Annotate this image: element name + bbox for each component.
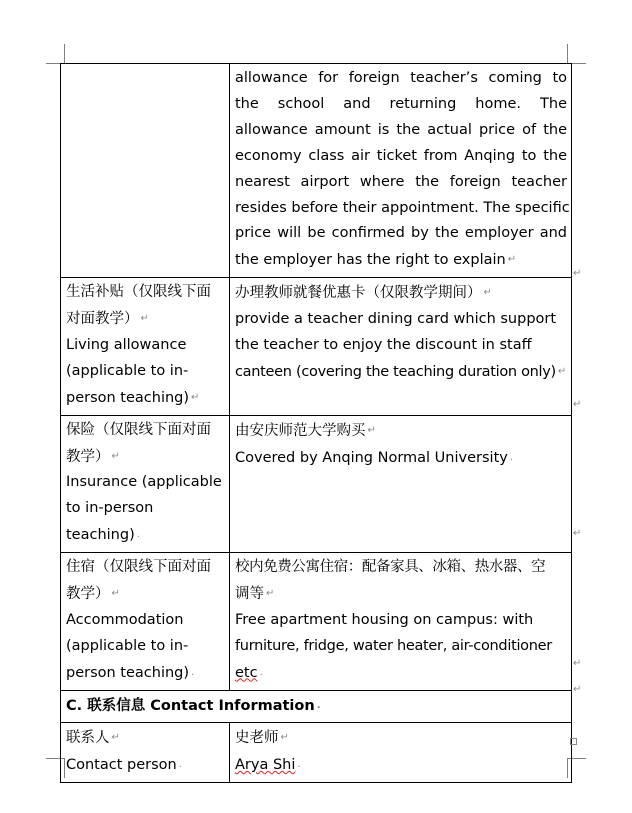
paragraph-mark-icon: ↵ — [367, 424, 376, 436]
cell-line-text: 联系人 — [66, 730, 110, 747]
document-table — [60, 63, 572, 783]
table-row — [61, 64, 572, 278]
cell-line: Free apartment housing on campus: with — [235, 611, 534, 628]
cell-line — [66, 522, 225, 549]
cell-line: price will be confirmed by the employer and — [235, 225, 567, 242]
table-row — [61, 553, 572, 690]
cell-line — [235, 752, 567, 779]
paragraph-mark-icon: ↵ — [507, 254, 517, 266]
paragraph-mark-icon: ↵ — [140, 313, 149, 325]
cell-line: Living allowance — [66, 336, 187, 353]
cell-line: 生活补贴（仅限线下面 — [66, 284, 211, 301]
paragraph-mark-icon: . — [297, 759, 301, 771]
end-of-row-mark-icon: ↵ — [573, 268, 582, 279]
contact-value-cell — [230, 723, 572, 783]
table-row — [61, 278, 572, 415]
paragraph-mark-icon: . — [191, 666, 195, 678]
paragraph-mark-icon: . — [178, 759, 182, 771]
cell-line-text: 由安庆师范大学购买 — [235, 422, 366, 439]
cell-line-text: the employer has the right to explain — [235, 252, 506, 269]
cell-line-text: 办理教师就餐优惠卡（仅限教学期间） — [235, 285, 482, 302]
cell-line-text: person teaching) — [66, 664, 190, 681]
insurance-label-cell — [61, 415, 230, 552]
cell-line: 校内免费公寓住宿：配备家具、冰箱、热水器、空 — [235, 559, 546, 576]
cell-line: resides before their appointment. The specific — [235, 199, 570, 216]
cell-line: allowance for foreign teacher’s coming to — [235, 70, 567, 86]
cell-line — [66, 752, 225, 779]
table-row — [61, 690, 572, 723]
paragraph-mark-icon: ↵ — [266, 587, 275, 599]
cell-line — [235, 418, 567, 445]
living-allowance-value-cell — [230, 278, 572, 415]
cell-line-text: person teaching) — [66, 389, 190, 406]
paragraph-mark-icon: ↵ — [191, 391, 200, 403]
cell-line — [235, 247, 567, 274]
end-of-row-mark-icon: ↵ — [573, 684, 582, 695]
cell-line: the school and returning home. The — [235, 95, 567, 112]
cell-line: 保险（仅限线下面对面 — [66, 421, 211, 438]
table-row — [61, 723, 572, 783]
cell-line — [235, 445, 567, 472]
cell-line: the teacher to enjoy the discount in staff — [235, 336, 532, 353]
cell-line — [66, 385, 225, 412]
cell-line-text: 教学） — [66, 585, 110, 602]
paragraph-mark-icon: . — [509, 451, 514, 463]
accommodation-label-cell — [61, 553, 230, 690]
end-of-row-mark-icon: ↵ — [573, 399, 582, 410]
accommodation-value-cell — [230, 553, 572, 690]
cell-line — [66, 306, 225, 333]
living-allowance-label-cell — [61, 278, 230, 415]
cell-line-text: Contact person — [66, 757, 177, 774]
cell-line-text: 教学） — [66, 448, 110, 465]
cell-line-text: 对面教学） — [66, 311, 139, 328]
cell-line: economy class air ticket from Anqing to the — [235, 147, 567, 164]
end-of-row-mark-icon: ↵ — [573, 528, 582, 539]
cell-line — [235, 725, 567, 752]
cell-line: allowance amount is the actual price of the — [235, 121, 567, 138]
cell-line — [235, 359, 567, 386]
cell-line — [66, 444, 225, 471]
paragraph-mark-icon: ↵ — [483, 287, 492, 299]
paragraph-mark-icon: ↵ — [111, 732, 120, 744]
cell-line-text: canteen (covering the teaching duration only) — [235, 363, 556, 380]
cell-line: (applicable to in- — [66, 637, 189, 654]
allowance-description-cell — [230, 64, 572, 278]
section-header-cell — [61, 690, 572, 723]
cell-line-text: 调等 — [235, 585, 264, 602]
paragraph-mark-icon: . — [316, 699, 321, 711]
cell-line — [235, 660, 567, 687]
cell-line-text: etc — [235, 664, 258, 681]
section-header-text: C. 联系信息 Contact Information — [66, 697, 315, 714]
cell-line — [235, 280, 567, 307]
insurance-value-cell — [230, 415, 572, 552]
cell-line-text: Arya Shi — [235, 757, 296, 774]
cell-line: provide a teacher dining card which support — [235, 311, 557, 328]
table-row — [61, 415, 572, 552]
crop-mark-top-right-v — [567, 44, 568, 64]
cell-line — [235, 581, 567, 608]
paragraph-mark-icon: . — [259, 666, 263, 678]
cell-line: Accommodation — [66, 611, 184, 628]
cell-line-text: teaching) — [66, 527, 135, 544]
end-of-row-mark-icon: ↵ — [573, 658, 582, 669]
paragraph-mark-icon: ↵ — [280, 732, 289, 744]
crop-mark-top-left-v — [64, 44, 65, 64]
paragraph-mark-icon: ↵ — [111, 587, 120, 599]
cell-line: to in-person — [66, 500, 154, 517]
cell-line-text: Covered by Anqing Normal University — [235, 449, 508, 466]
table-resize-handle[interactable] — [570, 738, 577, 745]
cell-line — [66, 581, 225, 608]
cell-line: Insurance (applicable — [66, 474, 222, 491]
paragraph-mark-icon: . — [136, 529, 140, 541]
cell-line — [66, 693, 567, 720]
cell-line: 住宿（仅限线下面对面 — [66, 559, 211, 576]
paragraph-mark-icon: ↵ — [111, 450, 120, 462]
contact-label-cell — [61, 723, 230, 783]
cell-line — [66, 660, 225, 687]
cell-line: nearest airport where the foreign teacher — [235, 173, 567, 190]
paragraph-mark-icon: ↵ — [557, 365, 567, 377]
cell-line — [66, 725, 225, 752]
cell-line-text: 史老师 — [235, 730, 279, 747]
cell-line: (applicable to in- — [66, 362, 189, 379]
cell-line: furniture, fridge, water heater, air-conditioner — [235, 637, 552, 654]
table-cell-empty — [61, 64, 230, 278]
